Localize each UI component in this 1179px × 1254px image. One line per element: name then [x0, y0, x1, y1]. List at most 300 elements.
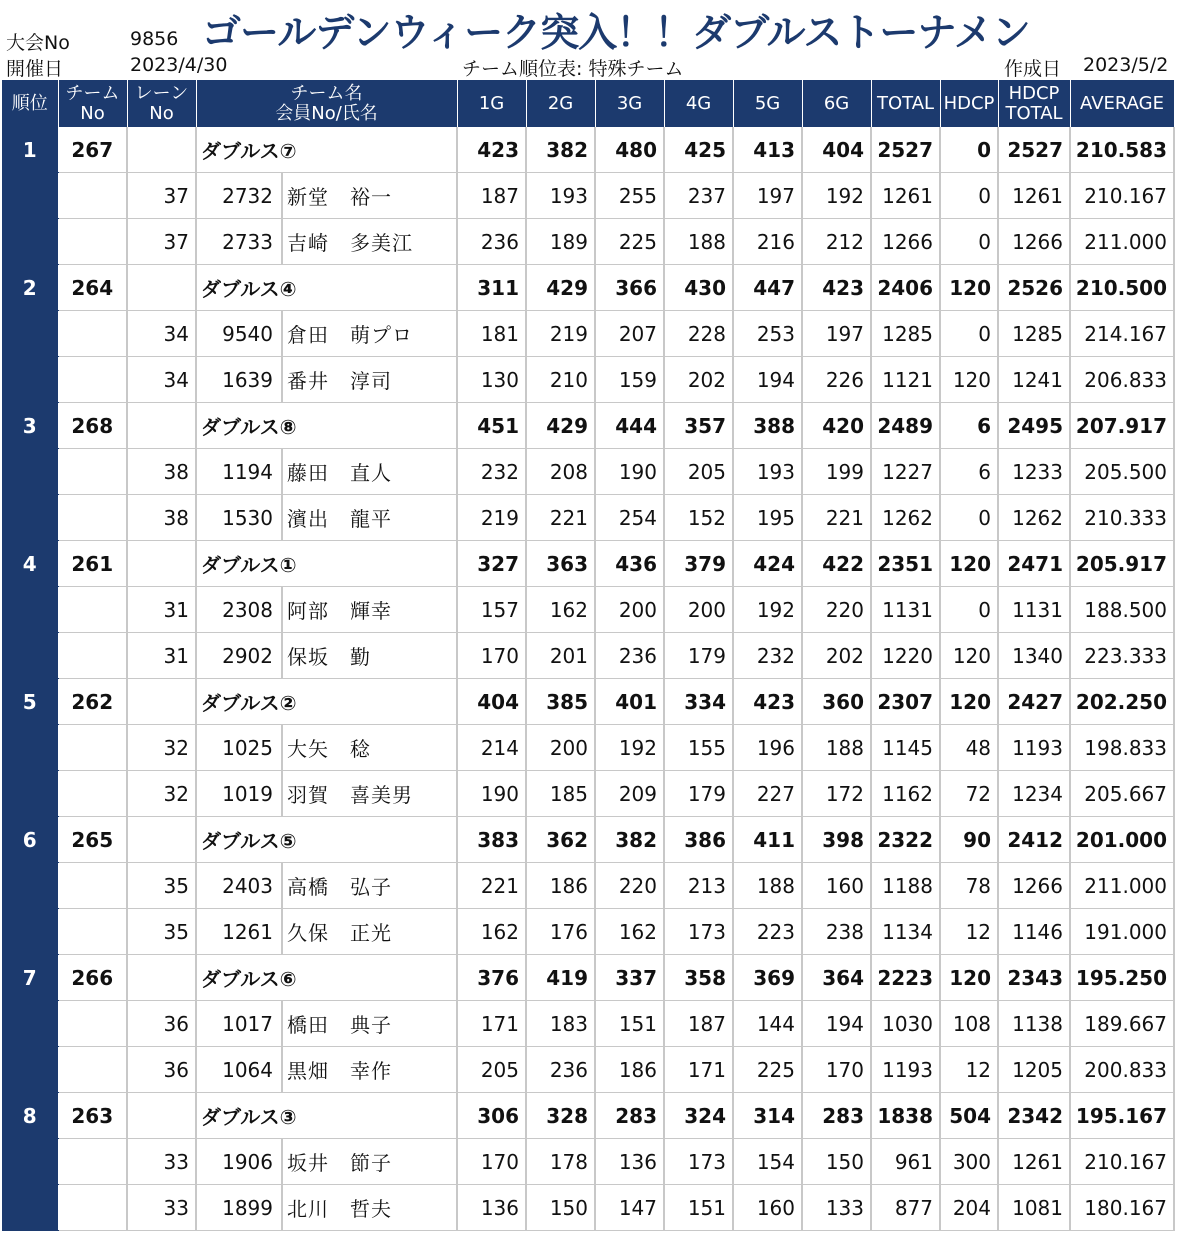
member-game-6: 188 — [802, 725, 871, 771]
member-game-4: 173 — [664, 1139, 733, 1185]
member-hdcp: 120 — [940, 357, 998, 403]
col-name-line1: チーム名 — [290, 82, 363, 104]
team-game-5: 369 — [733, 955, 802, 1001]
member-total: 877 — [871, 1185, 940, 1231]
member-game-1: 130 — [457, 357, 526, 403]
team-no: 266 — [58, 955, 127, 1001]
team-game-3: 382 — [595, 817, 664, 863]
team-game-3: 337 — [595, 955, 664, 1001]
col-team-no — [58, 80, 127, 127]
member-average: 223.333 — [1070, 633, 1174, 679]
team-total: 2406 — [871, 265, 940, 311]
member-game-6: 194 — [802, 1001, 871, 1047]
member-total: 961 — [871, 1139, 940, 1185]
team-hdcp-total: 2427 — [998, 679, 1070, 725]
team-game-4: 386 — [664, 817, 733, 863]
member-game-1: 157 — [457, 587, 526, 633]
member-game-3: 192 — [595, 725, 664, 771]
team-lane — [127, 403, 196, 449]
col-game-3: 3G — [595, 80, 664, 127]
member-rank-cell — [2, 863, 58, 909]
member-lane: 35 — [127, 909, 196, 955]
member-game-6: 212 — [802, 219, 871, 265]
member-name: 高橋 弘子 — [282, 863, 457, 909]
member-total: 1121 — [871, 357, 940, 403]
member-game-1: 214 — [457, 725, 526, 771]
team-lane — [127, 679, 196, 725]
member-average: 210.167 — [1070, 173, 1174, 219]
team-rank: 3 — [2, 403, 58, 449]
team-game-5: 447 — [733, 265, 802, 311]
col-total: TOTAL — [871, 80, 940, 127]
col-name-line2: 会員No/氏名 — [275, 102, 378, 124]
member-row — [2, 173, 1174, 219]
team-rank: 6 — [2, 817, 58, 863]
member-game-1: 170 — [457, 1139, 526, 1185]
table-header-row — [2, 80, 1174, 127]
member-total: 1193 — [871, 1047, 940, 1093]
member-row — [2, 1139, 1174, 1185]
member-name: 橋田 典子 — [282, 1001, 457, 1047]
member-no: 1025 — [196, 725, 282, 771]
member-lane: 35 — [127, 863, 196, 909]
member-hdcp: 0 — [940, 219, 998, 265]
team-hdcp: 0 — [940, 127, 998, 173]
team-game-1: 327 — [457, 541, 526, 587]
member-name: 番井 淳司 — [282, 357, 457, 403]
member-average: 206.833 — [1070, 357, 1174, 403]
team-hdcp: 120 — [940, 541, 998, 587]
member-average: 205.667 — [1070, 771, 1174, 817]
member-hdcp-total: 1262 — [998, 495, 1070, 541]
team-game-1: 306 — [457, 1093, 526, 1139]
col-lane-no-line1: レーン — [134, 82, 189, 104]
member-total: 1227 — [871, 449, 940, 495]
team-hdcp-total: 2343 — [998, 955, 1070, 1001]
team-rank: 7 — [2, 955, 58, 1001]
member-no: 1261 — [196, 909, 282, 955]
member-game-2: 219 — [526, 311, 595, 357]
member-team-no — [58, 1047, 127, 1093]
member-game-6: 226 — [802, 357, 871, 403]
member-team-no — [58, 357, 127, 403]
member-average: 214.167 — [1070, 311, 1174, 357]
team-no: 267 — [58, 127, 127, 173]
member-game-4: 188 — [664, 219, 733, 265]
member-game-1: 205 — [457, 1047, 526, 1093]
member-game-3: 255 — [595, 173, 664, 219]
team-name: ダブルス① — [196, 541, 457, 587]
member-no: 1906 — [196, 1139, 282, 1185]
member-average: 189.667 — [1070, 1001, 1174, 1047]
member-game-6: 192 — [802, 173, 871, 219]
member-team-no — [58, 311, 127, 357]
member-name: 大矢 稔 — [282, 725, 457, 771]
team-name: ダブルス⑧ — [196, 403, 457, 449]
member-game-4: 179 — [664, 771, 733, 817]
team-row — [2, 1093, 1174, 1139]
member-no: 2403 — [196, 863, 282, 909]
member-row — [2, 357, 1174, 403]
col-average: AVERAGE — [1070, 80, 1174, 127]
col-rank: 順位 — [2, 80, 58, 127]
col-lane-no — [127, 80, 196, 127]
member-game-3: 254 — [595, 495, 664, 541]
member-total: 1220 — [871, 633, 940, 679]
member-no: 2732 — [196, 173, 282, 219]
member-row — [2, 771, 1174, 817]
team-lane — [127, 1093, 196, 1139]
member-name: 濱出 龍平 — [282, 495, 457, 541]
team-row — [2, 955, 1174, 1001]
member-game-2: 150 — [526, 1185, 595, 1231]
member-hdcp-total: 1205 — [998, 1047, 1070, 1093]
team-game-2: 385 — [526, 679, 595, 725]
member-game-1: 219 — [457, 495, 526, 541]
team-game-4: 425 — [664, 127, 733, 173]
team-game-4: 379 — [664, 541, 733, 587]
member-team-no — [58, 173, 127, 219]
member-game-2: 183 — [526, 1001, 595, 1047]
member-game-3: 162 — [595, 909, 664, 955]
team-game-6: 398 — [802, 817, 871, 863]
member-hdcp: 6 — [940, 449, 998, 495]
team-name: ダブルス⑦ — [196, 127, 457, 173]
member-hdcp: 12 — [940, 909, 998, 955]
team-game-5: 388 — [733, 403, 802, 449]
team-game-6: 420 — [802, 403, 871, 449]
member-game-3: 236 — [595, 633, 664, 679]
team-game-2: 429 — [526, 265, 595, 311]
page-title: ゴールデンウィーク突入！！ダブルストーナメン — [202, 11, 1030, 56]
team-game-2: 362 — [526, 817, 595, 863]
member-hdcp: 108 — [940, 1001, 998, 1047]
team-game-6: 283 — [802, 1093, 871, 1139]
team-no: 265 — [58, 817, 127, 863]
team-average: 195.167 — [1070, 1093, 1174, 1139]
member-average: 210.167 — [1070, 1139, 1174, 1185]
member-team-no — [58, 449, 127, 495]
member-total: 1266 — [871, 219, 940, 265]
member-total: 1162 — [871, 771, 940, 817]
member-hdcp-total: 1285 — [998, 311, 1070, 357]
tournament-no-label: 大会No — [6, 32, 70, 54]
member-hdcp: 72 — [940, 771, 998, 817]
member-average: 210.333 — [1070, 495, 1174, 541]
created-date-label: 作成日 — [1004, 58, 1062, 80]
member-name: 羽賀 喜美男 — [282, 771, 457, 817]
team-game-3: 366 — [595, 265, 664, 311]
team-game-6: 423 — [802, 265, 871, 311]
member-rank-cell — [2, 633, 58, 679]
team-total: 1838 — [871, 1093, 940, 1139]
member-row — [2, 863, 1174, 909]
member-name: 保坂 勤 — [282, 633, 457, 679]
member-rank-cell — [2, 771, 58, 817]
member-game-3: 225 — [595, 219, 664, 265]
team-game-2: 363 — [526, 541, 595, 587]
member-hdcp-total: 1340 — [998, 633, 1070, 679]
created-date-value: 2023/5/2 — [1083, 54, 1169, 76]
member-team-no — [58, 633, 127, 679]
col-hdcp-total-line1: HDCP — [1008, 82, 1060, 104]
member-game-4: 187 — [664, 1001, 733, 1047]
member-lane: 32 — [127, 725, 196, 771]
team-lane — [127, 541, 196, 587]
member-total: 1188 — [871, 863, 940, 909]
team-total: 2527 — [871, 127, 940, 173]
member-row — [2, 725, 1174, 771]
member-lane: 37 — [127, 219, 196, 265]
member-game-2: 178 — [526, 1139, 595, 1185]
team-total: 2322 — [871, 817, 940, 863]
member-game-4: 151 — [664, 1185, 733, 1231]
member-hdcp: 48 — [940, 725, 998, 771]
team-game-3: 401 — [595, 679, 664, 725]
team-hdcp: 120 — [940, 679, 998, 725]
team-game-4: 357 — [664, 403, 733, 449]
member-team-no — [58, 771, 127, 817]
member-game-5: 188 — [733, 863, 802, 909]
member-hdcp: 0 — [940, 587, 998, 633]
member-lane: 34 — [127, 311, 196, 357]
member-game-2: 162 — [526, 587, 595, 633]
team-game-4: 430 — [664, 265, 733, 311]
member-average: 211.000 — [1070, 219, 1174, 265]
member-game-6: 220 — [802, 587, 871, 633]
member-hdcp: 0 — [940, 311, 998, 357]
team-game-3: 283 — [595, 1093, 664, 1139]
team-game-3: 444 — [595, 403, 664, 449]
member-no: 1194 — [196, 449, 282, 495]
member-rank-cell — [2, 173, 58, 219]
member-lane: 33 — [127, 1139, 196, 1185]
team-game-4: 358 — [664, 955, 733, 1001]
member-rank-cell — [2, 1047, 58, 1093]
team-game-5: 424 — [733, 541, 802, 587]
team-game-2: 382 — [526, 127, 595, 173]
col-hdcp: HDCP — [940, 80, 998, 127]
member-game-4: 171 — [664, 1047, 733, 1093]
team-game-5: 314 — [733, 1093, 802, 1139]
member-game-1: 190 — [457, 771, 526, 817]
member-game-6: 202 — [802, 633, 871, 679]
member-game-4: 228 — [664, 311, 733, 357]
team-game-5: 413 — [733, 127, 802, 173]
member-rank-cell — [2, 909, 58, 955]
member-game-1: 187 — [457, 173, 526, 219]
team-hdcp: 120 — [940, 955, 998, 1001]
member-game-3: 220 — [595, 863, 664, 909]
member-hdcp: 120 — [940, 633, 998, 679]
team-rank: 8 — [2, 1093, 58, 1139]
member-game-2: 208 — [526, 449, 595, 495]
team-name: ダブルス③ — [196, 1093, 457, 1139]
member-game-5: 232 — [733, 633, 802, 679]
member-lane: 38 — [127, 495, 196, 541]
member-no: 2733 — [196, 219, 282, 265]
member-hdcp-total: 1266 — [998, 219, 1070, 265]
member-name: 阿部 輝幸 — [282, 587, 457, 633]
team-game-1: 423 — [457, 127, 526, 173]
team-game-4: 334 — [664, 679, 733, 725]
team-rank: 5 — [2, 679, 58, 725]
team-total: 2223 — [871, 955, 940, 1001]
member-game-5: 160 — [733, 1185, 802, 1231]
member-team-no — [58, 909, 127, 955]
member-lane: 38 — [127, 449, 196, 495]
member-row — [2, 1047, 1174, 1093]
member-no: 9540 — [196, 311, 282, 357]
team-lane — [127, 127, 196, 173]
member-game-6: 238 — [802, 909, 871, 955]
member-game-6: 133 — [802, 1185, 871, 1231]
member-team-no — [58, 1139, 127, 1185]
member-rank-cell — [2, 449, 58, 495]
team-row — [2, 265, 1174, 311]
col-hdcp-total-line2: TOTAL — [1005, 102, 1063, 124]
member-lane: 31 — [127, 633, 196, 679]
member-game-5: 193 — [733, 449, 802, 495]
team-total: 2351 — [871, 541, 940, 587]
member-game-2: 186 — [526, 863, 595, 909]
team-average: 210.583 — [1070, 127, 1174, 173]
member-name: 黒畑 幸作 — [282, 1047, 457, 1093]
col-game-1: 1G — [457, 80, 526, 127]
member-lane: 32 — [127, 771, 196, 817]
member-average: 211.000 — [1070, 863, 1174, 909]
member-game-3: 151 — [595, 1001, 664, 1047]
member-name: 倉田 萌プロ — [282, 311, 457, 357]
member-game-1: 171 — [457, 1001, 526, 1047]
tournament-no-value: 9856 — [130, 28, 179, 50]
member-game-2: 236 — [526, 1047, 595, 1093]
member-game-3: 207 — [595, 311, 664, 357]
team-average: 205.917 — [1070, 541, 1174, 587]
member-average: 180.167 — [1070, 1185, 1174, 1231]
member-row — [2, 587, 1174, 633]
member-game-3: 209 — [595, 771, 664, 817]
team-hdcp: 90 — [940, 817, 998, 863]
member-average: 198.833 — [1070, 725, 1174, 771]
member-game-6: 172 — [802, 771, 871, 817]
member-game-2: 221 — [526, 495, 595, 541]
team-hdcp: 6 — [940, 403, 998, 449]
member-hdcp-total: 1233 — [998, 449, 1070, 495]
member-row — [2, 495, 1174, 541]
team-game-1: 404 — [457, 679, 526, 725]
member-hdcp: 0 — [940, 173, 998, 219]
team-rank: 4 — [2, 541, 58, 587]
team-name: ダブルス② — [196, 679, 457, 725]
member-game-2: 189 — [526, 219, 595, 265]
team-game-2: 429 — [526, 403, 595, 449]
member-average: 200.833 — [1070, 1047, 1174, 1093]
member-lane: 31 — [127, 587, 196, 633]
member-game-2: 193 — [526, 173, 595, 219]
member-game-4: 213 — [664, 863, 733, 909]
col-game-6: 6G — [802, 80, 871, 127]
team-average: 195.250 — [1070, 955, 1174, 1001]
member-game-5: 197 — [733, 173, 802, 219]
member-team-no — [58, 587, 127, 633]
member-total: 1030 — [871, 1001, 940, 1047]
member-rank-cell — [2, 725, 58, 771]
member-game-4: 155 — [664, 725, 733, 771]
team-game-6: 360 — [802, 679, 871, 725]
team-row — [2, 127, 1174, 173]
team-game-5: 411 — [733, 817, 802, 863]
member-no: 2902 — [196, 633, 282, 679]
team-average: 207.917 — [1070, 403, 1174, 449]
standings-body — [2, 127, 1174, 1231]
member-team-no — [58, 725, 127, 771]
team-hdcp-total: 2495 — [998, 403, 1070, 449]
team-name: ダブルス④ — [196, 265, 457, 311]
col-game-4: 4G — [664, 80, 733, 127]
member-game-4: 200 — [664, 587, 733, 633]
member-game-5: 192 — [733, 587, 802, 633]
member-team-no — [58, 1001, 127, 1047]
member-average: 188.500 — [1070, 587, 1174, 633]
team-lane — [127, 265, 196, 311]
member-game-2: 210 — [526, 357, 595, 403]
member-lane: 34 — [127, 357, 196, 403]
member-game-5: 195 — [733, 495, 802, 541]
member-game-5: 154 — [733, 1139, 802, 1185]
member-hdcp-total: 1261 — [998, 173, 1070, 219]
member-hdcp-total: 1131 — [998, 587, 1070, 633]
member-lane: 33 — [127, 1185, 196, 1231]
team-game-3: 480 — [595, 127, 664, 173]
member-game-6: 170 — [802, 1047, 871, 1093]
member-no: 1899 — [196, 1185, 282, 1231]
member-team-no — [58, 1185, 127, 1231]
team-no: 268 — [58, 403, 127, 449]
member-hdcp-total: 1193 — [998, 725, 1070, 771]
member-hdcp: 12 — [940, 1047, 998, 1093]
member-game-3: 159 — [595, 357, 664, 403]
team-no: 262 — [58, 679, 127, 725]
team-hdcp: 504 — [940, 1093, 998, 1139]
team-game-5: 423 — [733, 679, 802, 725]
team-row — [2, 817, 1174, 863]
team-hdcp-total: 2412 — [998, 817, 1070, 863]
member-total: 1285 — [871, 311, 940, 357]
team-rank: 2 — [2, 265, 58, 311]
member-game-6: 221 — [802, 495, 871, 541]
team-total: 2489 — [871, 403, 940, 449]
member-game-2: 176 — [526, 909, 595, 955]
team-game-3: 436 — [595, 541, 664, 587]
member-lane: 36 — [127, 1001, 196, 1047]
team-game-1: 451 — [457, 403, 526, 449]
member-game-6: 199 — [802, 449, 871, 495]
member-game-4: 237 — [664, 173, 733, 219]
team-name: ダブルス⑤ — [196, 817, 457, 863]
team-average: 202.250 — [1070, 679, 1174, 725]
member-game-3: 186 — [595, 1047, 664, 1093]
member-game-3: 136 — [595, 1139, 664, 1185]
member-lane: 37 — [127, 173, 196, 219]
member-game-2: 200 — [526, 725, 595, 771]
member-average: 191.000 — [1070, 909, 1174, 955]
standings-table — [2, 80, 1175, 1231]
member-game-1: 136 — [457, 1185, 526, 1231]
member-game-2: 201 — [526, 633, 595, 679]
member-rank-cell — [2, 219, 58, 265]
team-no: 263 — [58, 1093, 127, 1139]
